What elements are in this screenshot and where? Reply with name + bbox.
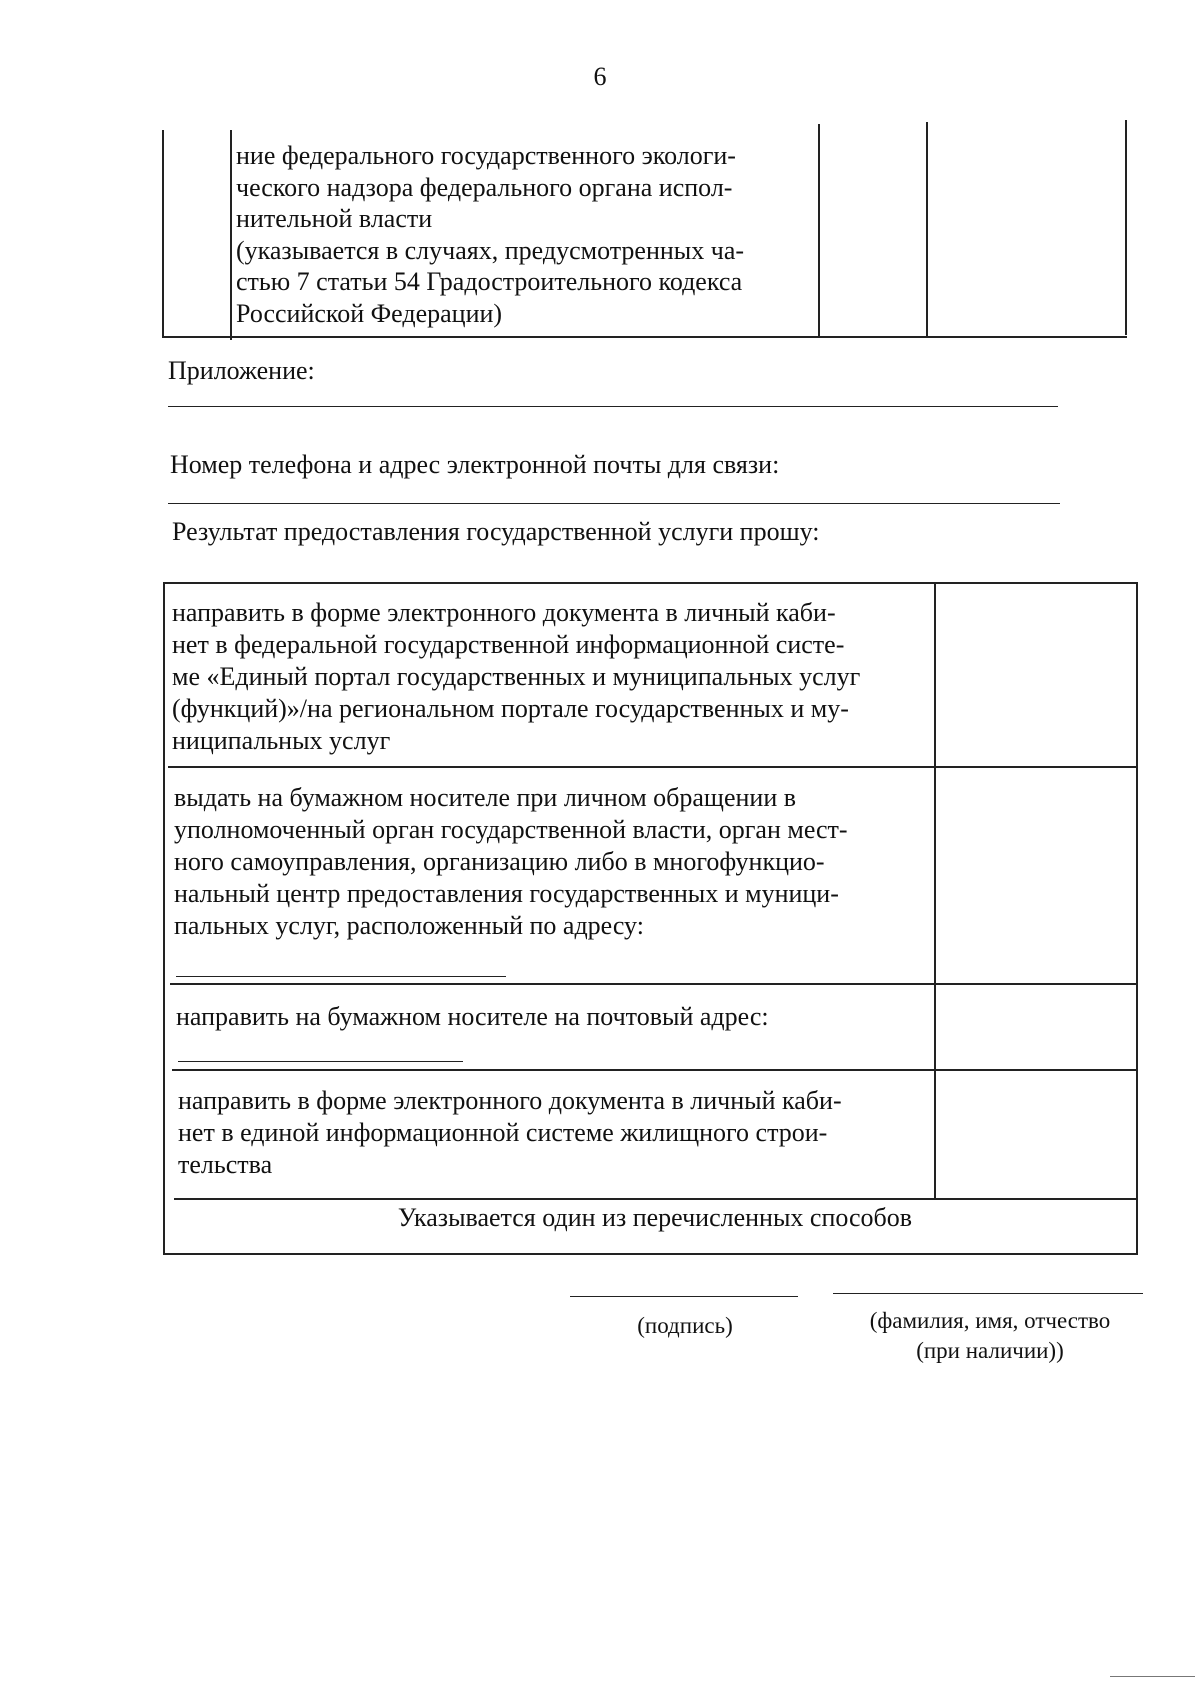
signature-line[interactable]: [570, 1296, 798, 1297]
top-table-col4-cell[interactable]: [930, 140, 1120, 330]
top-table-right-border: [1125, 120, 1127, 335]
options-row-separator-4: [174, 1198, 1136, 1200]
top-table-divider-1: [230, 130, 232, 340]
option-electronic-portal-text: направить в форме электронного документа в личный каби- нет в федеральной государственной информационной систе- ме «Единый портал государственных и муниципальных услуг (функций)»/на региональном портале государственных и му- ниципальных услуг: [172, 598, 861, 755]
option-paper-by-mail-address-field[interactable]: [178, 1061, 463, 1062]
option-paper-by-mail-checkbox[interactable]: [938, 987, 1134, 1067]
option-paper-by-mail-text: направить на бумажном носителе на почтовый адрес:: [176, 1002, 769, 1031]
page-number: 6: [593, 62, 607, 91]
attachment-label: Приложение:: [168, 356, 315, 385]
option-paper-in-person-text: выдать на бумажном носителе при личном обращении в уполномоченный орган государственной власти, орган мест- ного самоуправления, организацию либо в многофункцио- нальный центр предоставления государственных и муници- пальных услуг, расположенный по адресу:: [174, 783, 848, 940]
options-row-separator-1: [168, 766, 1136, 768]
attachment-field[interactable]: [168, 406, 1058, 407]
top-table-left-border: [162, 130, 164, 338]
full-name-line[interactable]: [833, 1293, 1143, 1294]
top-table-divider-3: [926, 122, 928, 338]
options-note: Указывается один из перечисленных способов: [397, 1203, 913, 1232]
options-row-separator-3: [172, 1069, 1136, 1071]
top-table-divider-2: [818, 124, 820, 338]
option-housing-system-text: направить в форме электронного документа в личный каби- нет в единой информационной системе жилищного строи- тельства: [178, 1086, 842, 1179]
scan-mark: [1110, 1676, 1195, 1677]
option-housing-system-checkbox[interactable]: [938, 1073, 1134, 1196]
result-label: Результат предоставления государственной услуги прошу:: [172, 517, 820, 546]
full-name-caption: (фамилия, имя, отчество (при наличии)): [869, 1308, 1111, 1363]
top-table-col3-cell[interactable]: [822, 140, 922, 330]
signature-caption: (подпись): [637, 1313, 733, 1338]
option-electronic-portal-checkbox[interactable]: [938, 586, 1134, 764]
top-table-description: ние федерального государственного экологи- ческого надзора федерального органа испол- нительной власти (указывается в случаях, предусмотренных ча- стью 7 статьи 54 Градостроительного кодекса Российской Федерации): [236, 141, 745, 328]
contact-field[interactable]: [168, 503, 1060, 504]
options-checkbox-divider: [934, 584, 936, 1198]
options-row-separator-2: [170, 983, 1136, 985]
contact-label: Номер телефона и адрес электронной почты для связи:: [170, 450, 780, 479]
option-paper-in-person-address-field[interactable]: [176, 976, 506, 977]
top-table-bottom-border: [162, 336, 1127, 338]
option-paper-in-person-checkbox[interactable]: [938, 770, 1134, 980]
